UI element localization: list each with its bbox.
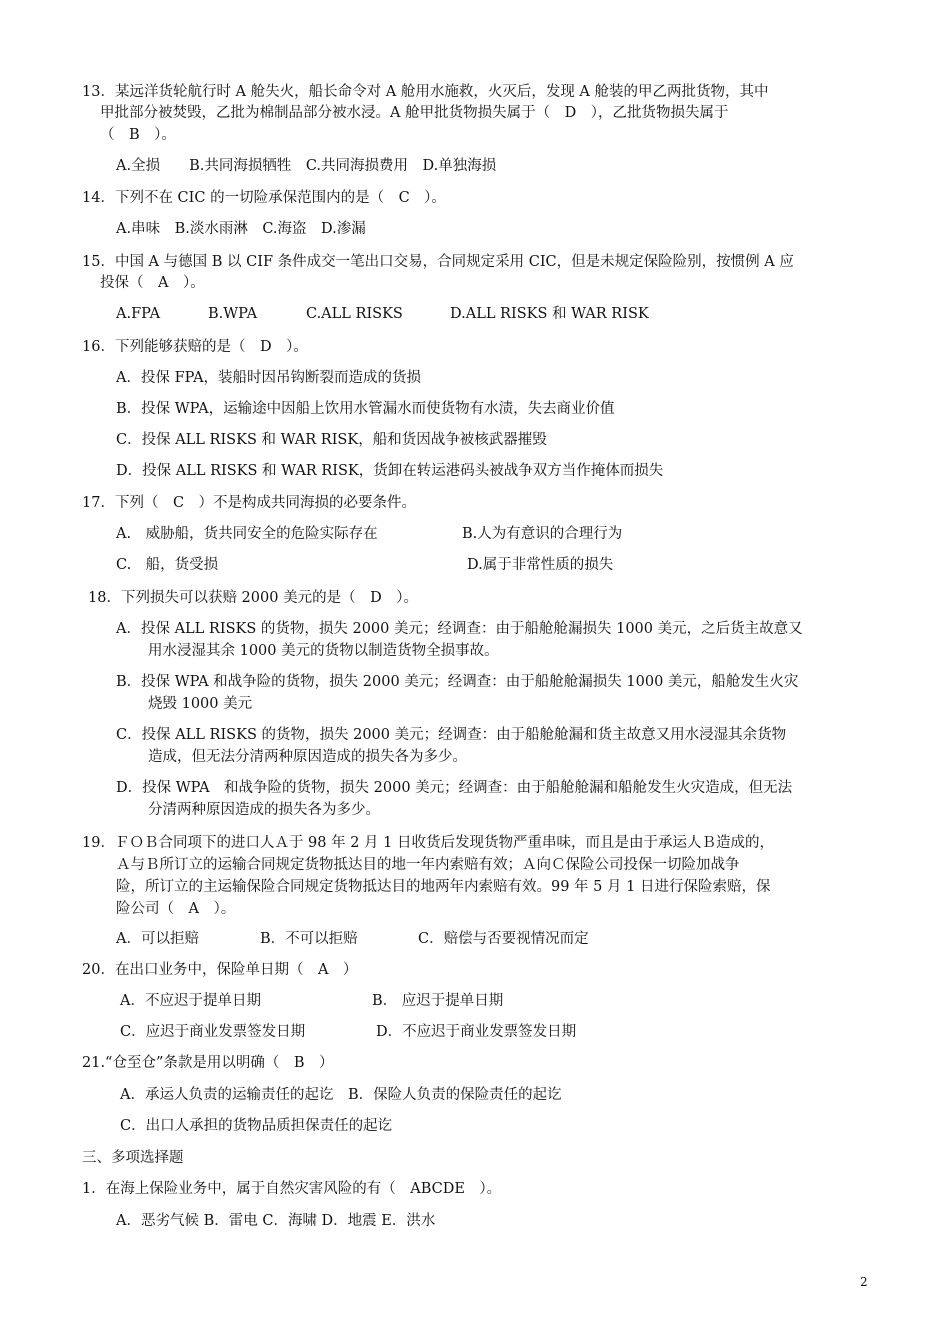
s3-q1-options: A．恶劣气候 B．雷电 C．海啸 D．地震 E．洪水 — [116, 1213, 436, 1229]
q21-options-ab: A．承运人负责的运输责任的起讫 B．保险人负责的保险责任的起讫 — [120, 1087, 562, 1103]
q13-line-2: 甲批部分被焚毁，乙批为棉制品部分被水浸。A 舱甲批货物损失属于（ D ），乙批货物损失属于 — [100, 105, 729, 121]
q21-line-1: 21.“仓至仓”条款是用以明确（ B ） — [82, 1055, 334, 1071]
section-3-title: 三、多项选择题 — [82, 1150, 184, 1166]
s3-q1-line-1: 1．在海上保险业务中，属于自然灾害风险的有（ ABCDE ）。 — [82, 1181, 502, 1197]
q21-option-c: C．出口人承担的货物品质担保责任的起讫 — [120, 1118, 393, 1134]
q14-line-1: 14．下列不在 CIC 的一切险承保范围内的是（ C ）。 — [82, 190, 446, 206]
q15-option-d: D.ALL RISKS 和 WAR RISK — [450, 306, 649, 322]
q20-option-a: A．不应迟于提单日期 — [120, 993, 261, 1009]
q13-line-3: （ B ）。 — [100, 127, 176, 143]
q19-line-4: 险公司（ A ）。 — [116, 901, 236, 917]
q15-line-1: 15．中国 A 与德国 B 以 CIF 条件成交一笔出口交易，合同规定采用 CIC，但是未规定保险险别，按惯例 A 应 — [82, 254, 794, 270]
q20-option-c: C．应迟于商业发票签发日期 — [120, 1024, 306, 1040]
q16-option-d: D．投保 ALL RISKS 和 WAR RISK，货卸在转运港码头被战争双方当作掩体而损失 — [116, 463, 664, 479]
q16-option-b: B．投保 WPA，运输途中因船上饮用水管漏水而使货物有水渍，失去商业价值 — [116, 401, 615, 417]
q19-line-1: 19．ＦＯＢ合同项下的进口人Ａ于 98 年 2 月 1 日收货后发现货物严重串味，而且是由于承运人Ｂ造成的， — [82, 835, 775, 851]
q17-option-d: D.属于非常性质的损失 — [467, 557, 614, 573]
q16-option-a: A．投保 FPA，装船时因吊钩断裂而造成的货损 — [116, 370, 422, 386]
q19-option-a: A．可以拒赔 — [116, 931, 199, 947]
q18-option-d-line-1: D．投保 WPA 和战争险的货物，损失 2000 美元；经调查：由于船舱舱漏和船舱发生火灾造成，但无法 — [116, 780, 793, 796]
q18-option-a-line-2: 用水浸湿其余 1000 美元的货物以制造货物全损事故。 — [148, 643, 499, 659]
q19-option-b: B．不可以拒赔 — [260, 931, 358, 947]
q16-option-c: C．投保 ALL RISKS 和 WAR RISK，船和货因战争被核武器摧毁 — [116, 432, 547, 448]
q15-option-b: B.WPA — [208, 306, 258, 322]
q19-line-2: Ａ与Ｂ所订立的运输合同规定货物抵达目的地一年内索赔有效；Ａ向Ｃ保险公司投保一切险加战争 — [116, 857, 740, 873]
q18-option-c-line-1: C．投保 ALL RISKS 的货物，损失 2000 美元；经调查：由于船舱舱漏和货主故意又用水浸湿其余货物 — [116, 727, 787, 743]
q13-options: A.全损 B.共同海损牺牲 C.共同海损费用 D.单独海损 — [116, 158, 497, 174]
page-number: 2 — [860, 1275, 868, 1289]
q20-option-d: D．不应迟于商业发票签发日期 — [376, 1024, 577, 1040]
q17-option-b: B.人为有意识的合理行为 — [462, 526, 623, 542]
q13-line-1: 13．某远洋货轮航行时 A 舱失火，船长命令对 A 舱用水施救，火灭后，发现 A 舱装的甲乙两批货物，其中 — [82, 84, 769, 100]
q18-option-d-line-2: 分清两种原因造成的损失各为多少。 — [148, 802, 380, 818]
q17-line-1: 17．下列（ C ）不是构成共同海损的必要条件。 — [82, 495, 417, 511]
q15-line-2: 投保（ A ）。 — [100, 275, 205, 291]
q17-option-c: C. 船，货受损 — [116, 557, 219, 573]
q18-option-b-line-1: B．投保 WPA 和战争险的货物，损失 2000 美元；经调查：由于船舱舱漏损失 1000 美元，船舱发生火灾 — [116, 674, 799, 690]
q18-option-a-line-1: A．投保 ALL RISKS 的货物，损失 2000 美元；经调查：由于船舱舱漏损失 1000 美元，之后货主故意又 — [116, 621, 803, 637]
q20-option-b: B． 应迟于提单日期 — [372, 993, 504, 1009]
q15-option-a: A.FPA — [116, 306, 161, 322]
q18-option-c-line-2: 造成，但无法分清两种原因造成的损失各为多少。 — [148, 749, 467, 765]
q17-option-a: A. 威胁船，货共同安全的危险实际存在 — [116, 526, 378, 542]
q20-line-1: 20．在出口业务中，保险单日期（ A ） — [82, 962, 358, 978]
q15-option-c: C.ALL RISKS — [306, 306, 403, 322]
q16-line-1: 16．下列能够获赔的是（ D ）。 — [82, 339, 308, 355]
q19-line-3: 险，所订立的主运输保险合同规定货物抵达目的地两年内索赔有效。99 年 5 月 1 日进行保险索赔，保 — [116, 879, 771, 895]
q14-options: A.串味 B.淡水雨淋 C.海盗 D.渗漏 — [116, 221, 366, 237]
q18-option-b-line-2: 烧毁 1000 美元 — [148, 696, 253, 712]
q18-line-1: 18．下列损失可以获赔 2000 美元的是（ D ）。 — [88, 590, 418, 606]
q19-option-c: C．赔偿与否要视情况而定 — [418, 931, 589, 947]
